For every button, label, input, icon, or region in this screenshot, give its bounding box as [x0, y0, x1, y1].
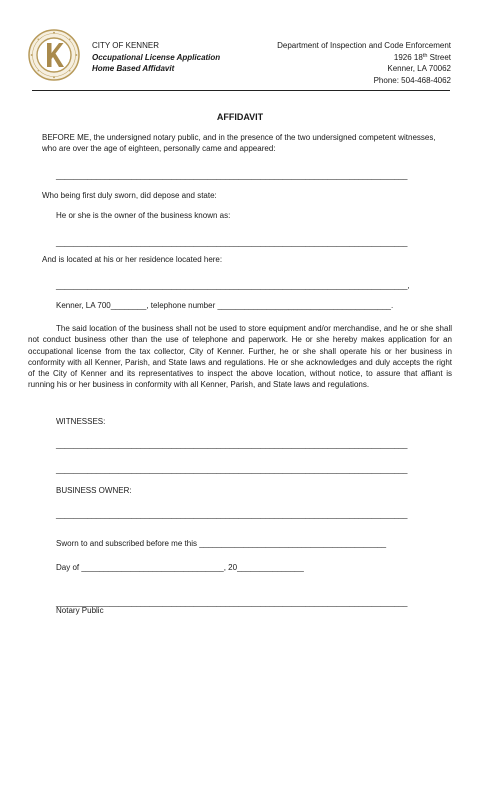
appearer-name-line[interactable]: _______________________________________________________________________________	[56, 171, 408, 180]
street-address: 1926 18th Street	[393, 52, 451, 62]
witnesses-label: WITNESSES:	[56, 417, 106, 426]
city-seal-logo	[28, 29, 80, 81]
residence-address-line[interactable]: _______________________________________________________________________________,	[56, 281, 410, 290]
header-right-block	[277, 40, 451, 86]
intro-paragraph: BEFORE ME, the undersigned notary public, and in the presence of the two undersigned competent witnesses, who are over the age of eighteen, personally came and appeared:	[42, 133, 436, 154]
location-statement: And is located at his or her residence located here:	[42, 255, 223, 264]
notary-public-label: Notary Public	[56, 606, 104, 615]
day-of-line[interactable]: Day of ________________________________, 20_______________	[56, 563, 304, 572]
owner-statement: He or she is the owner of the business known as:	[56, 211, 231, 220]
form-subtitle: Home Based Affidavit	[92, 64, 175, 73]
sworn-statement: Who being first duly sworn, did depose and state:	[42, 191, 217, 200]
header-left-block	[92, 40, 220, 75]
terms-paragraph: The said location of the business shall not be used to store equipment and/or merchandise, and he or she shall not conduct business other than the use of telephone and paperwork. He or she hereby makes application for an occupational license from the tax collector, City of Kenner. Further, he or she shall operate his or her business in conformity with all Kenner, Parish, and State laws and regulations. He or she acknowledges and duly accepts the right of the City of Kenner and its representatives to inspect the above location, without notice, to assure that affiant is running his or her business in conformity with all Kenner, Parish, and State laws and regulations.	[28, 324, 452, 390]
witness-signature-line-1[interactable]: _______________________________________________________________________________	[56, 440, 408, 449]
city-name: CITY OF KENNER	[92, 41, 159, 50]
business-owner-signature-line[interactable]: _______________________________________________________________________________	[56, 510, 408, 519]
sworn-before-line[interactable]: Sworn to and subscribed before me this __________________________________________	[56, 539, 387, 548]
document-title: AFFIDAVIT	[216, 112, 264, 122]
zip-phone-line[interactable]: Kenner, LA 700________, telephone number _______________________________________.	[56, 301, 394, 310]
notary-signature-line[interactable]: _______________________________________________________________________________	[56, 598, 408, 607]
business-name-line[interactable]: _______________________________________________________________________________	[56, 238, 408, 247]
department-name: Department of Inspection and Code Enforcement	[277, 41, 451, 50]
phone-number: Phone: 504-468-4062	[373, 75, 451, 85]
form-title: Occupational License Application	[92, 52, 221, 62]
witness-signature-line-2[interactable]: _______________________________________________________________________________	[56, 465, 408, 474]
city-state-zip: Kenner, LA 70062	[387, 64, 451, 73]
header-divider	[32, 90, 450, 91]
business-owner-label: BUSINESS OWNER:	[56, 486, 132, 495]
